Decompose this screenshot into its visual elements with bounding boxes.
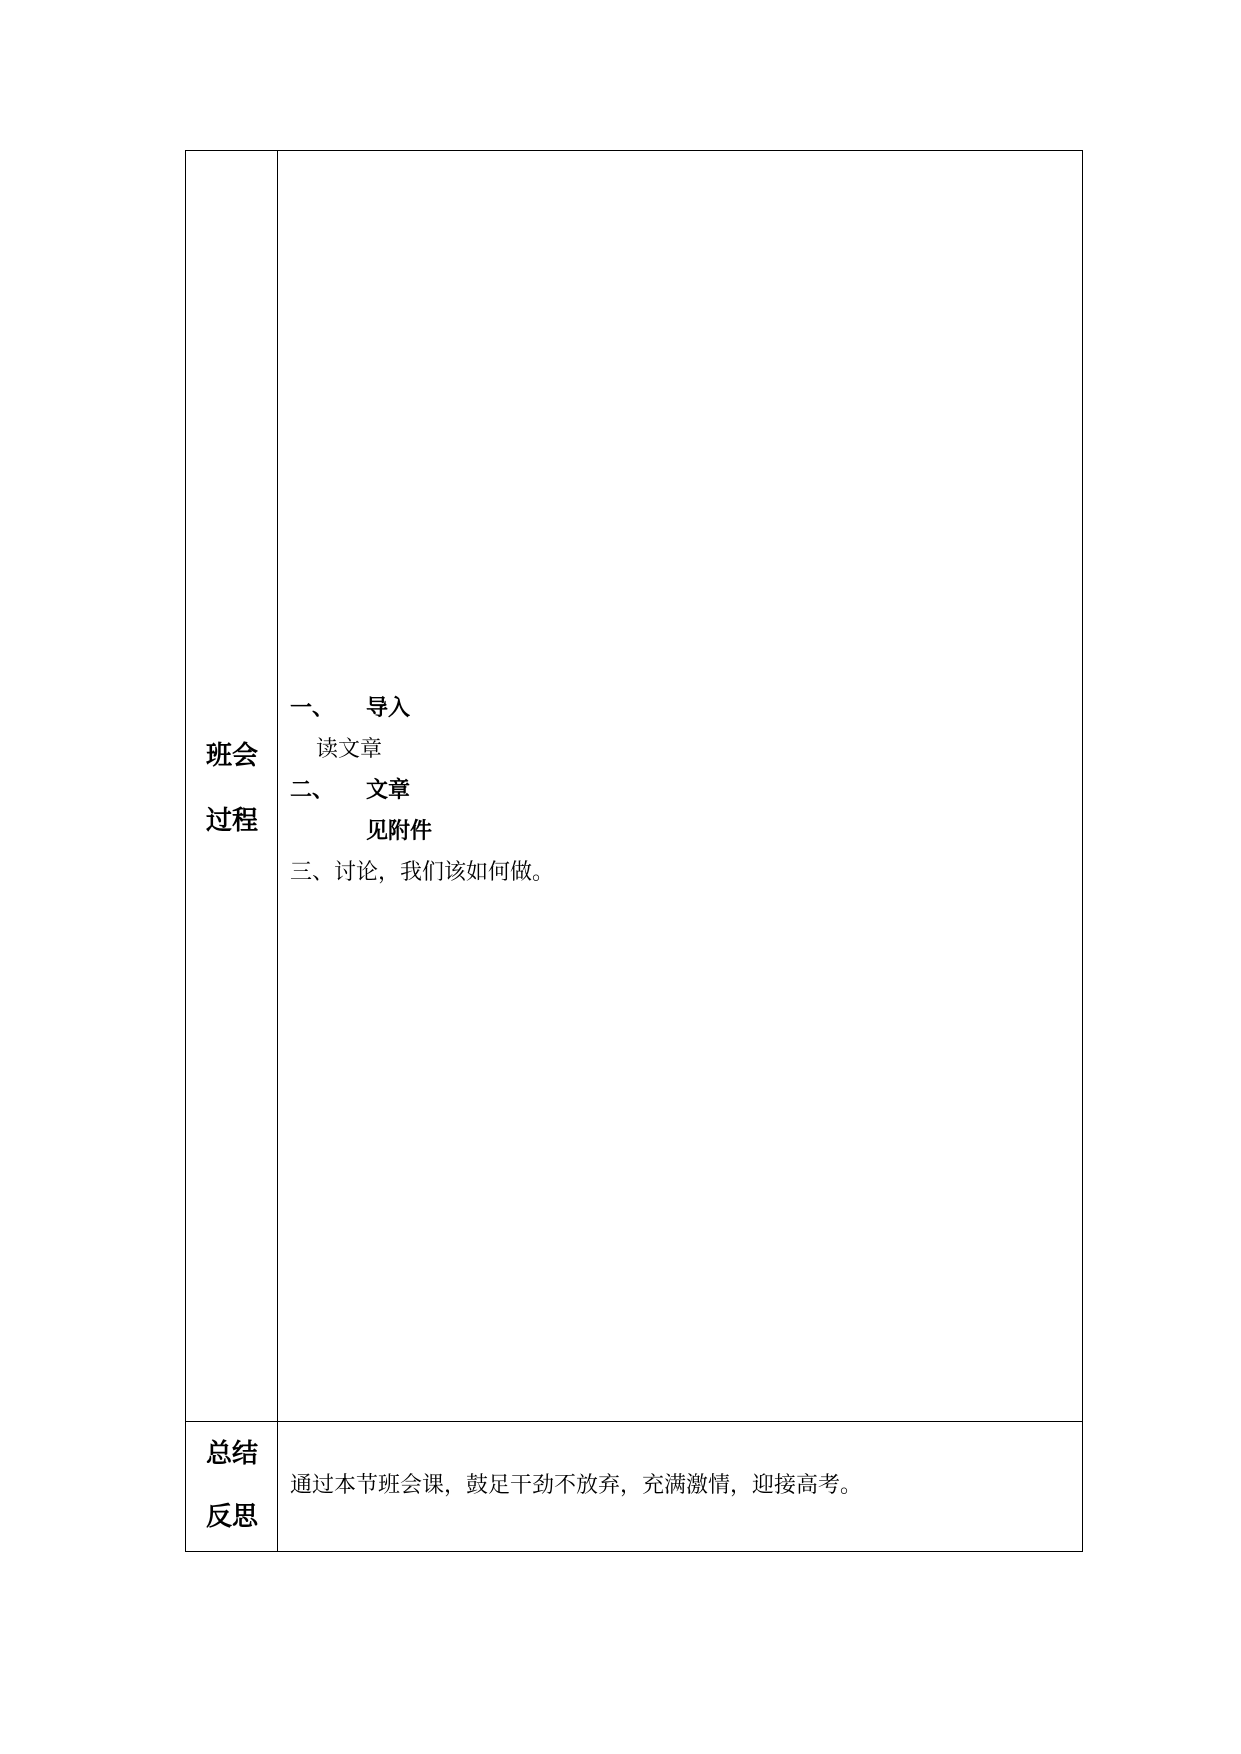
summary-text: 通过本节班会课，鼓足干劲不放弃，充满激情，迎接高考。 — [290, 1473, 863, 1498]
process-label-cell — [186, 151, 278, 1421]
section-one-title: 导入 — [366, 696, 411, 721]
process-content-cell — [278, 151, 1082, 1421]
process-row — [186, 151, 1082, 1422]
summary-label-cell — [186, 1422, 278, 1551]
lesson-plan-table — [185, 150, 1083, 1552]
section-two-number: 二、 — [290, 778, 335, 803]
section-two-heading — [290, 777, 410, 805]
section-two-text: 见附件 — [366, 819, 433, 844]
section-one-text: 读文章 — [316, 737, 383, 762]
summary-label-line1: 总结 — [205, 1439, 258, 1469]
summary-content-cell — [278, 1422, 1082, 1551]
summary-row — [186, 1422, 1082, 1551]
process-label-line1: 班会 — [205, 741, 258, 771]
section-one-heading — [290, 695, 410, 723]
section-three-text: 三、讨论，我们该如何做。 — [290, 860, 555, 885]
section-one-number: 一、 — [290, 696, 335, 721]
section-two-title: 文章 — [366, 778, 411, 803]
summary-label-line2: 反思 — [205, 1502, 258, 1532]
process-label-line2: 过程 — [205, 806, 258, 836]
